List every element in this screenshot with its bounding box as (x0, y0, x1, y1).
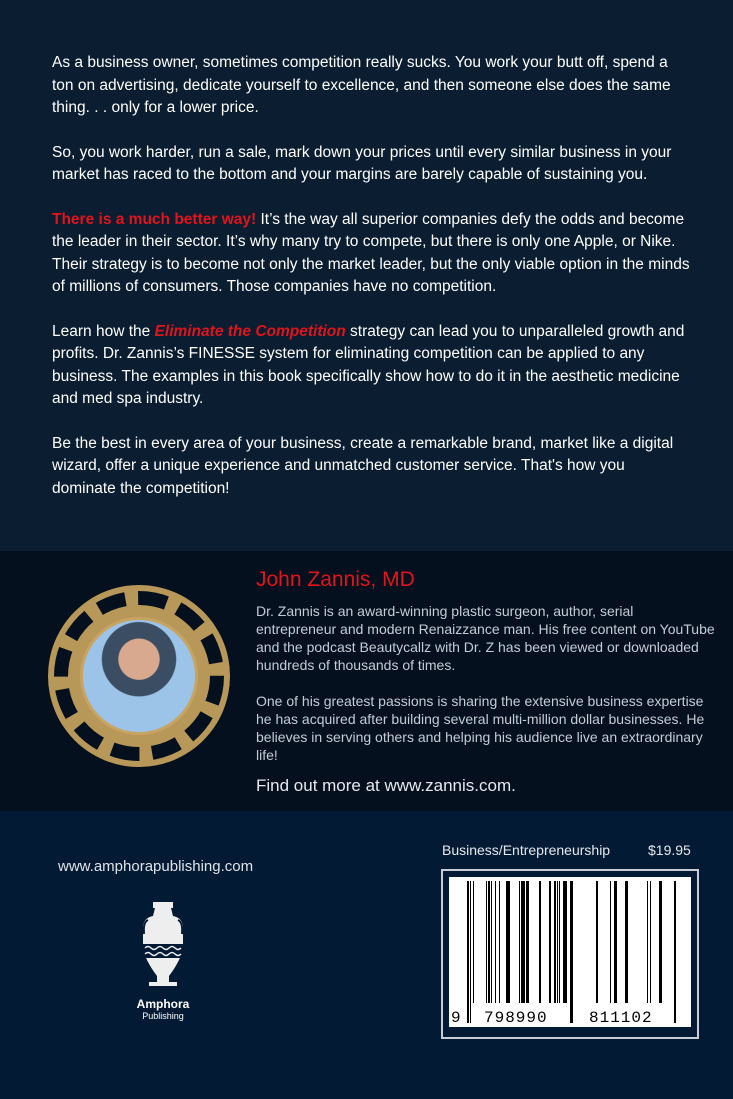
barcode-bar (486, 881, 487, 1003)
barcode-digit: 811102 (589, 1009, 653, 1027)
blurb-text: Learn how the (52, 322, 155, 340)
barcode-bar (470, 881, 471, 1023)
book-price: $19.95 (648, 842, 691, 858)
barcode-bar (674, 881, 676, 1023)
barcode-bar (625, 881, 628, 1003)
barcode-bar (557, 881, 558, 1003)
barcode-bar (659, 881, 662, 1003)
blurb-highlight: There is a much better way! (52, 210, 257, 228)
barcode-digit: 9 (451, 1009, 461, 1027)
back-cover-blurb (52, 52, 692, 522)
blurb-paragraph: Be the best in every area of your business, create a remarkable brand, market like a digital wizard, offer a unique experience and unmatched customer service. That's how you dominate the competition! (52, 434, 674, 497)
blurb-paragraph: So, you work harder, run a sale, mark down your prices until every similar business in your market has raced to the bottom and your margins are barely capable of sustaining you. (52, 143, 672, 183)
logo-text: Amphora (136, 997, 190, 1011)
barcode-bar (519, 881, 520, 1003)
blurb-highlight: Eliminate the Competition (154, 322, 346, 340)
barcode-bar (506, 881, 510, 1003)
author-name: John Zannis, MD (256, 568, 415, 591)
barcode-bar (549, 881, 551, 1003)
greek-key-frame (54, 591, 224, 761)
barcode-bar (521, 881, 525, 1003)
author-photo (80, 617, 198, 735)
barcode (449, 877, 691, 1027)
blurb-text: strategy can lead you to unparalleled growth and profits. Dr. Zannis’s FINESSE system for eliminating competition can be applied to any business. The examples in this book specifically show how to do it in the aesthetic medicine and med spa industry. (52, 322, 685, 407)
author-bio-paragraph: Dr. Zannis is an award-winning plastic surgeon, author, serial entrepreneur and modern Renaizzance man. His free content on YouTube and the podcast Beautycallz with Dr. Z has been viewed or downloaded hundreds of thousands of times. (256, 603, 715, 673)
book-category: Business/Entrepreneurship (442, 842, 611, 858)
blurb-paragraph (52, 209, 692, 299)
barcode-bar (614, 881, 617, 1003)
barcode-bar (473, 881, 474, 1003)
barcode-bar (539, 881, 541, 1003)
barcode-bar (491, 881, 492, 1003)
barcode-bar (570, 881, 573, 1023)
barcode-digit: 798990 (484, 1009, 548, 1027)
blurb-paragraph (52, 321, 692, 411)
barcode-bar (610, 881, 611, 1003)
author-website: Find out more at www.zannis.com. (256, 776, 516, 795)
barcode-bar (647, 881, 648, 1003)
author-bio-paragraph: One of his greatest passions is sharing the extensive business expertise he has acquired after building several multi-million dollar businesses. He believes in serving others and helping his audience live an extraordinary life! (256, 693, 705, 763)
barcode-bar (563, 881, 567, 1003)
barcode-bar (650, 881, 651, 1003)
barcode-bar (467, 881, 469, 1023)
amphora-icon (139, 900, 187, 990)
barcode-bar (559, 881, 560, 1003)
publisher-logo (128, 900, 198, 1021)
barcode-bar (526, 881, 529, 1003)
blurb-paragraph: As a business owner, sometimes competition really sucks. You work your butt off, spend a ton on advertising, dedicate yourself to excellence, and then someone else does the same thing. . . only for a lower price. (52, 54, 671, 116)
author-portrait (48, 585, 230, 767)
barcode-box (441, 869, 699, 1039)
publisher-url: www.amphorapublishing.com (58, 858, 254, 875)
barcode-bar (596, 881, 598, 1003)
barcode-bar (554, 881, 556, 1003)
barcode-bar (499, 881, 500, 1003)
logo-subtext: Publishing (142, 1011, 184, 1021)
barcode-bar (495, 881, 496, 1003)
blurb-text: It’s the way all superior companies defy the odds and become the leader in their sector. It’s why many try to compete, but there is only one Apple, or Nike. Their strategy is to become not only the market leader, but the only viable option in the minds of millions of consumers. Those companies have no competition. (52, 210, 690, 295)
barcode-bar (488, 881, 490, 1003)
author-bio (256, 568, 716, 796)
